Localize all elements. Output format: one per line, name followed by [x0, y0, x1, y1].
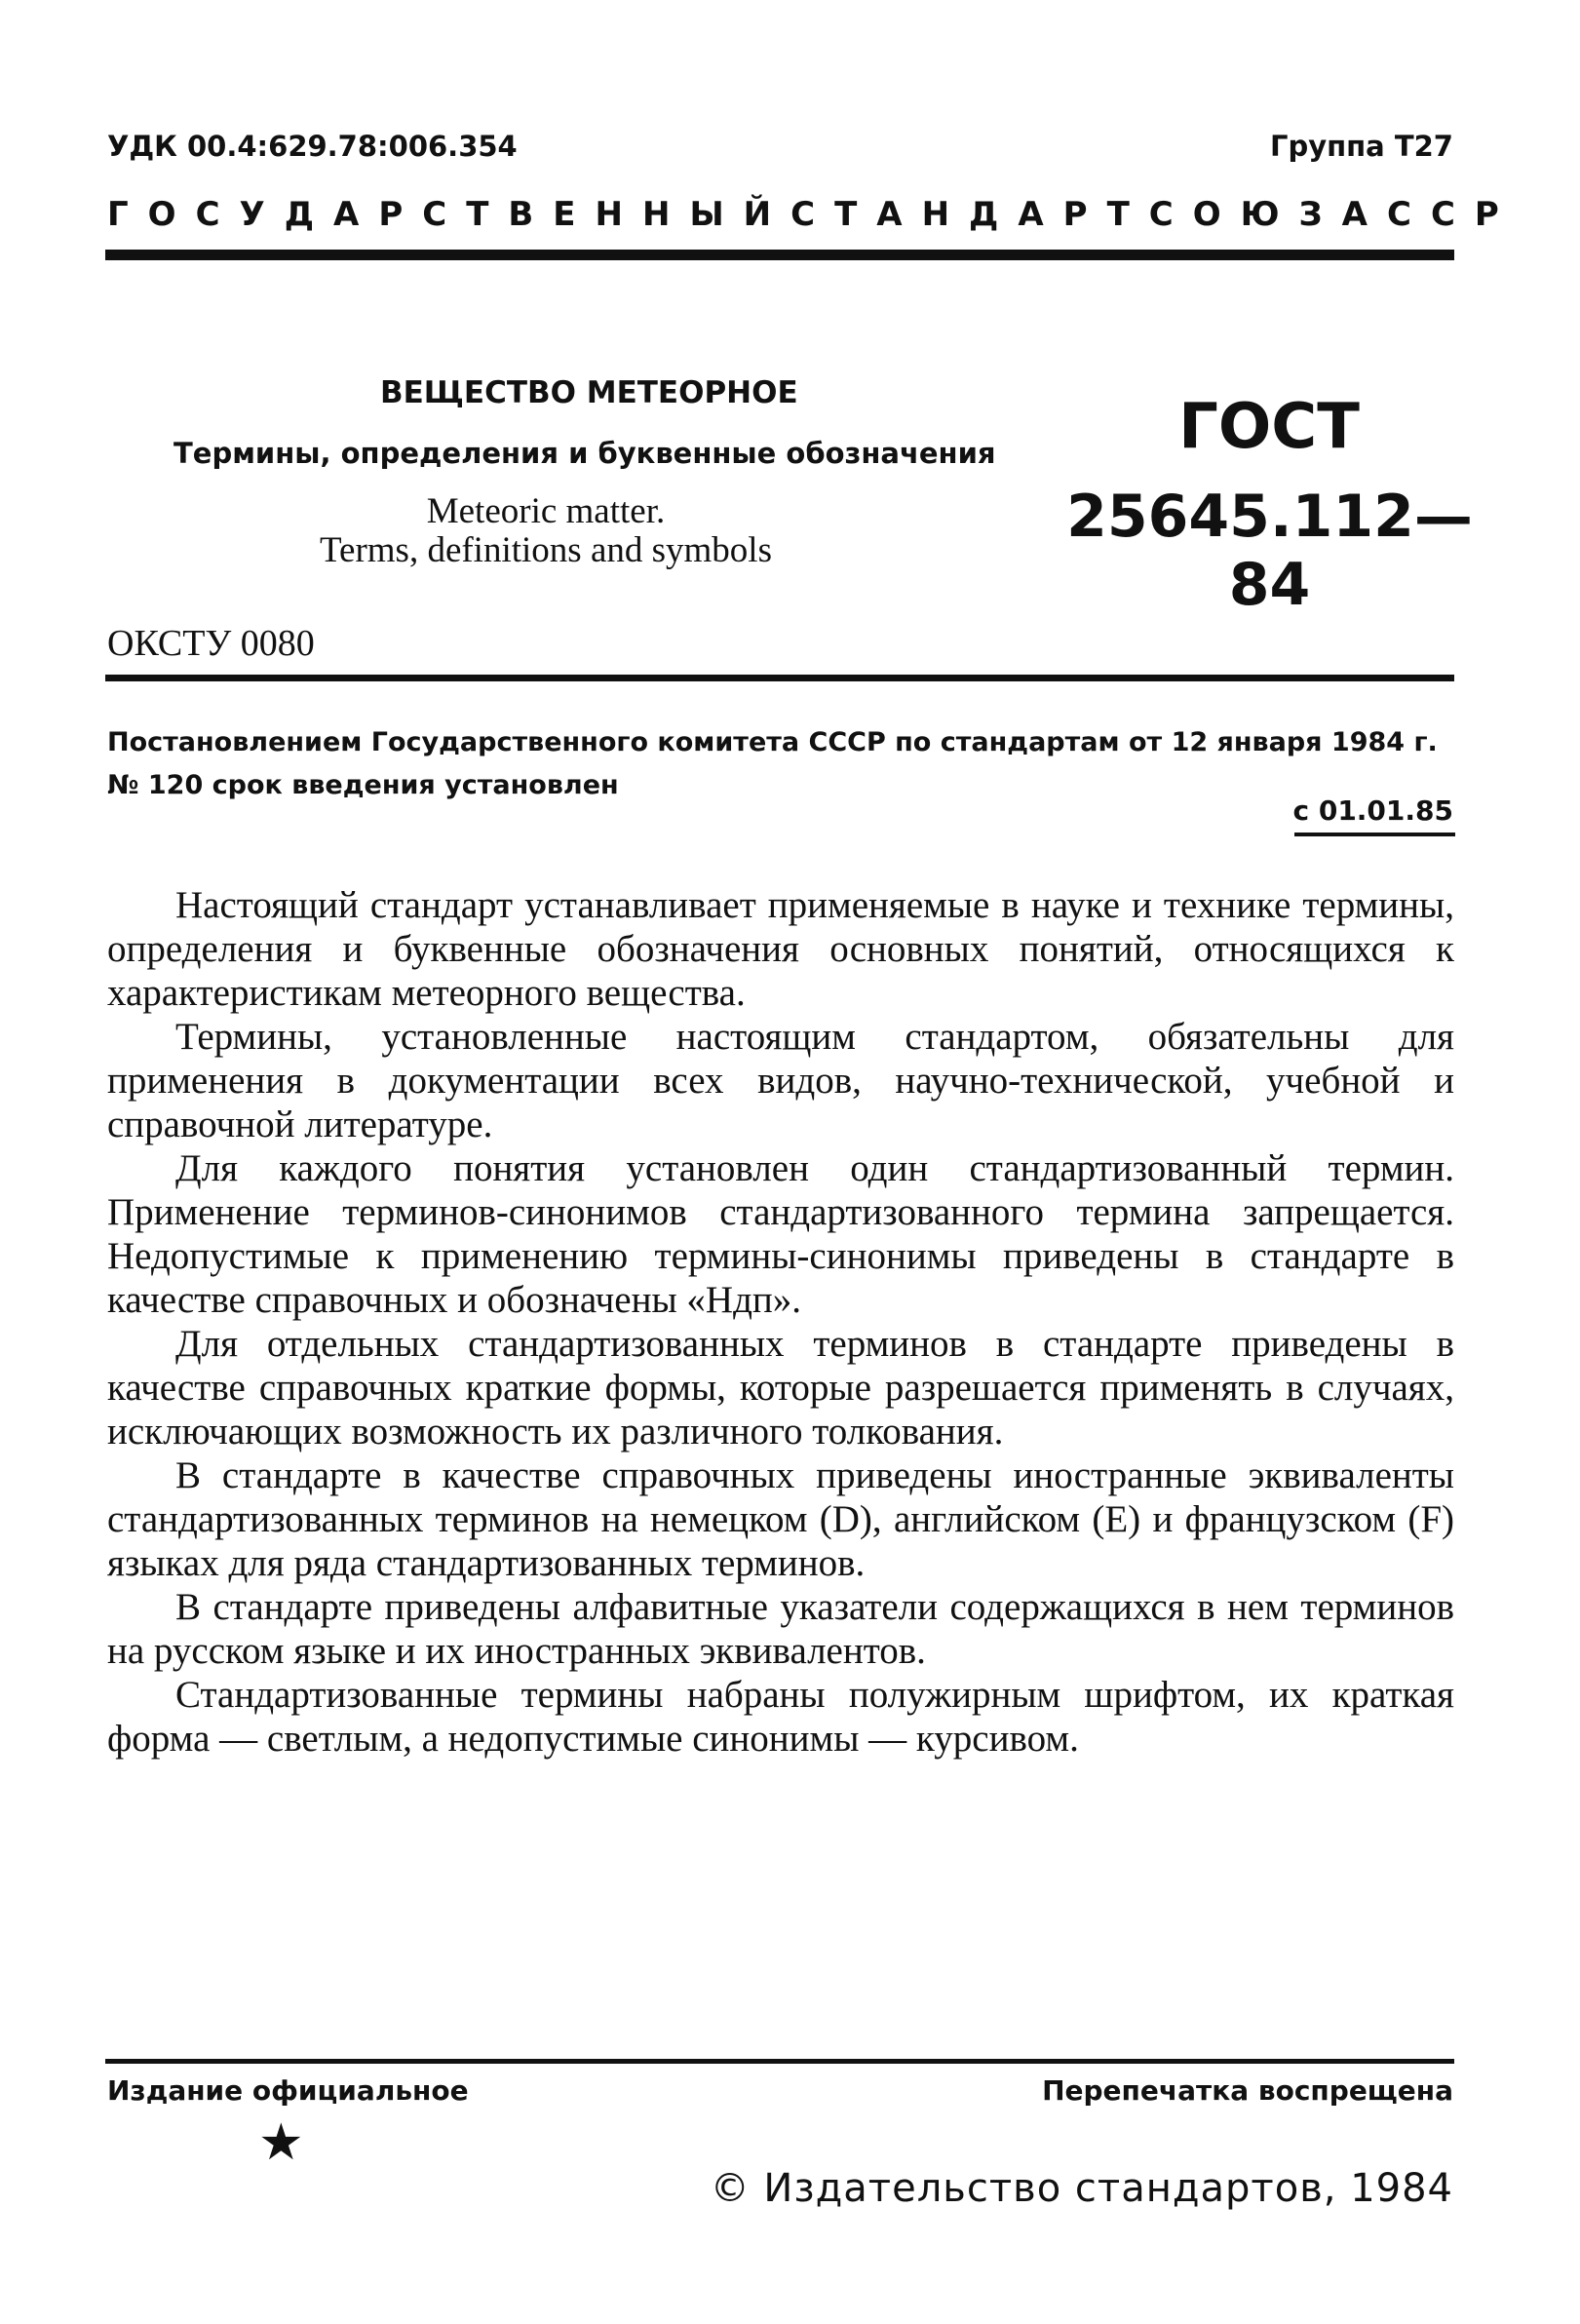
state-standard-banner	[107, 195, 1519, 234]
copyright-notice: © Издательство стандартов, 1984	[710, 2166, 1453, 2211]
subtitle-russian: Термины, определения и буквенные обозначения	[173, 437, 996, 470]
title-english-line2: Terms, definitions and symbols	[320, 530, 772, 570]
body-paragraph: Стандартизованные термины набраны полужирным шрифтом, их краткая форма — светлым, а недопустимые синонимы — курсивом.	[107, 1674, 1454, 1760]
group-code: Группа Т27	[1269, 130, 1453, 163]
okstu-code: ОКСТУ 0080	[107, 623, 315, 664]
body-text	[107, 883, 1454, 1761]
date-underline	[1294, 833, 1455, 836]
body-paragraph: Для отдельных стандартизованных терминов в стандарте приведены в качестве справочных краткие формы, которые разрешается применять в случаях, исключающих возможность их различного толкования.	[107, 1323, 1454, 1452]
section-rule	[105, 675, 1454, 681]
body-paragraph: Термины, установленные настоящим стандартом, обязательны для применения в документации всех видов, научно-технической, учебной и справочной литературе.	[107, 1016, 1454, 1145]
header-rule	[105, 250, 1454, 260]
body-paragraph: Настоящий стандарт устанавливает применяемые в науке и технике термины, определения и буквенные обозначения основных понятий, относящихся к характеристикам метеорного вещества.	[107, 884, 1454, 1014]
official-edition-label: Издание официальное	[107, 2074, 469, 2107]
gost-number: 25645.112—84	[1066, 483, 1473, 619]
banner-word: СТАНДАРТ	[790, 195, 1149, 234]
udc-code: УДК 00.4:629.78:006.354	[107, 130, 518, 163]
body-paragraph: В стандарте приведены алфавитные указатели содержащихся в нем терминов на русском языке и их иностранных эквивалентов.	[107, 1586, 1454, 1672]
banner-word: ССР	[1387, 195, 1519, 234]
title-english-line1: Meteoric matter.	[426, 491, 666, 531]
decree-text: Постановлением Государственного комитета СССР по стандартам от 12 января 1984 г. № 120 срок введения установлен	[107, 727, 1438, 800]
gost-label: ГОСТ	[1178, 391, 1360, 463]
title-russian: ВЕЩЕСТВО МЕТЕОРНОЕ	[380, 375, 798, 410]
footer-rule	[105, 2059, 1454, 2064]
reprint-prohibited-label: Перепечатка воспрещена	[1042, 2074, 1453, 2107]
body-paragraph: В стандарте в качестве справочных приведены иностранные эквиваленты стандартизованных терминов на немецком (D), английском (E) и французском (F) языках для ряда стандартизованных терминов.	[107, 1454, 1454, 1584]
introduction-date: с 01.01.85	[1292, 794, 1453, 827]
star-icon: ★	[258, 2113, 304, 2172]
body-paragraph: Для каждого понятия установлен один стандартизованный термин. Применение терминов-синонимов стандартизованного термина запрещается. Недопустимые к применению термины-синонимы приведены в стандарте в качестве справочных и обозначены «Ндп».	[107, 1147, 1454, 1321]
banner-word: СОЮЗА	[1148, 195, 1387, 234]
banner-word: ГОСУДАРСТВЕННЫЙ	[107, 195, 791, 234]
